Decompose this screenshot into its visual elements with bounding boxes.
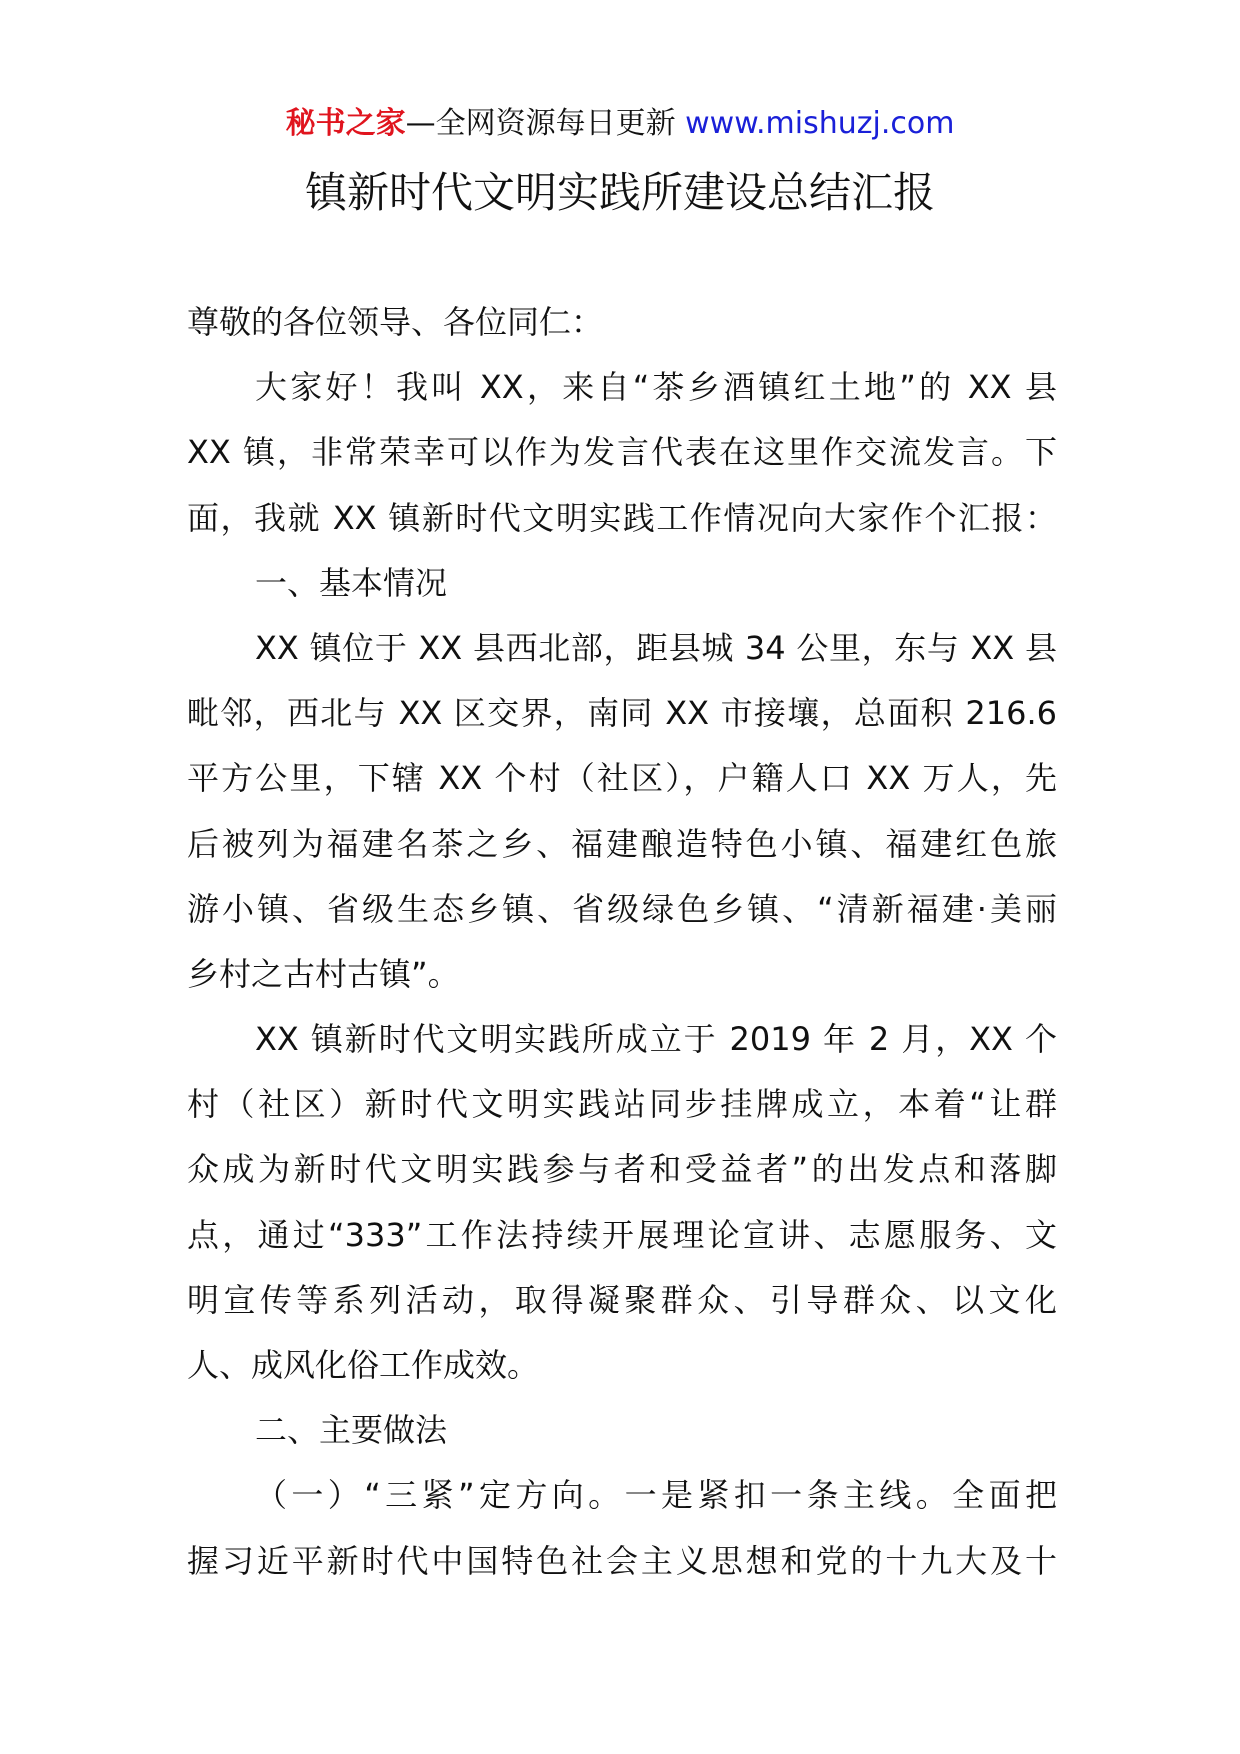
paragraph-line: XX 镇，非常荣幸可以作为发言代表在这里作交流发言。下 xyxy=(187,433,1057,472)
paragraph-line: 明宣传等系列活动，取得凝聚群众、引导群众、以文化 xyxy=(187,1280,1057,1319)
site-url[interactable]: www.mishuzj.com xyxy=(685,106,955,141)
section-heading: 二、主要做法 xyxy=(255,1411,448,1450)
brand-name: 秘书之家 xyxy=(285,106,406,141)
paragraph-line: 点，通过“333”工作法持续开展理论宣讲、志愿服务、文 xyxy=(187,1215,1057,1254)
paragraph-line: 平方公里，下辖 XX 个村（社区），户籍人口 XX 万人，先 xyxy=(187,759,1057,798)
paragraph-line: 乡村之古村古镇”。 xyxy=(187,954,460,993)
paragraph-line: （一）“三紧”定方向。一是紧扣一条主线。全面把 xyxy=(255,1476,1057,1515)
section-heading: 一、基本情况 xyxy=(255,563,448,602)
paragraph-line: 村（社区）新时代文明实践站同步挂牌成立，本着“让群 xyxy=(187,1085,1057,1124)
paragraph-line: 后被列为福建名茶之乡、福建酿造特色小镇、福建红色旅 xyxy=(187,824,1057,863)
paragraph-line: 游小镇、省级生态乡镇、省级绿色乡镇、“清新福建·美丽 xyxy=(187,889,1057,928)
site-header xyxy=(0,102,1240,146)
brand-tagline: —全网资源每日更新 xyxy=(405,106,676,141)
paragraph-line: 面，我就 XX 镇新时代文明实践工作情况向大家作个汇报： xyxy=(187,498,1057,537)
paragraph-line: 众成为新时代文明实践参与者和受益者”的出发点和落脚 xyxy=(187,1150,1057,1189)
paragraph-line: XX 镇新时代文明实践所成立于 2019 年 2 月，XX 个 xyxy=(255,1020,1057,1059)
document-title: 镇新时代文明实践所建设总结汇报 xyxy=(304,168,935,217)
paragraph-line: 大家好！我叫 XX，来自“茶乡酒镇红土地”的 XX 县 xyxy=(255,368,1057,407)
document-body xyxy=(187,290,1057,1594)
paragraph-line: XX 镇位于 XX 县西北部，距县城 34 公里，东与 XX 县 xyxy=(255,628,1057,667)
paragraph-line: 人、成风化俗工作成效。 xyxy=(187,1346,540,1384)
salutation-line: 尊敬的各位领导、各位同仁： xyxy=(187,303,604,341)
paragraph-line: 毗邻，西北与 XX 区交界，南同 XX 市接壤，总面积 216.6 xyxy=(187,694,1057,733)
paragraph-line: 握习近平新时代中国特色社会主义思想和党的十九大及十 xyxy=(187,1541,1057,1580)
